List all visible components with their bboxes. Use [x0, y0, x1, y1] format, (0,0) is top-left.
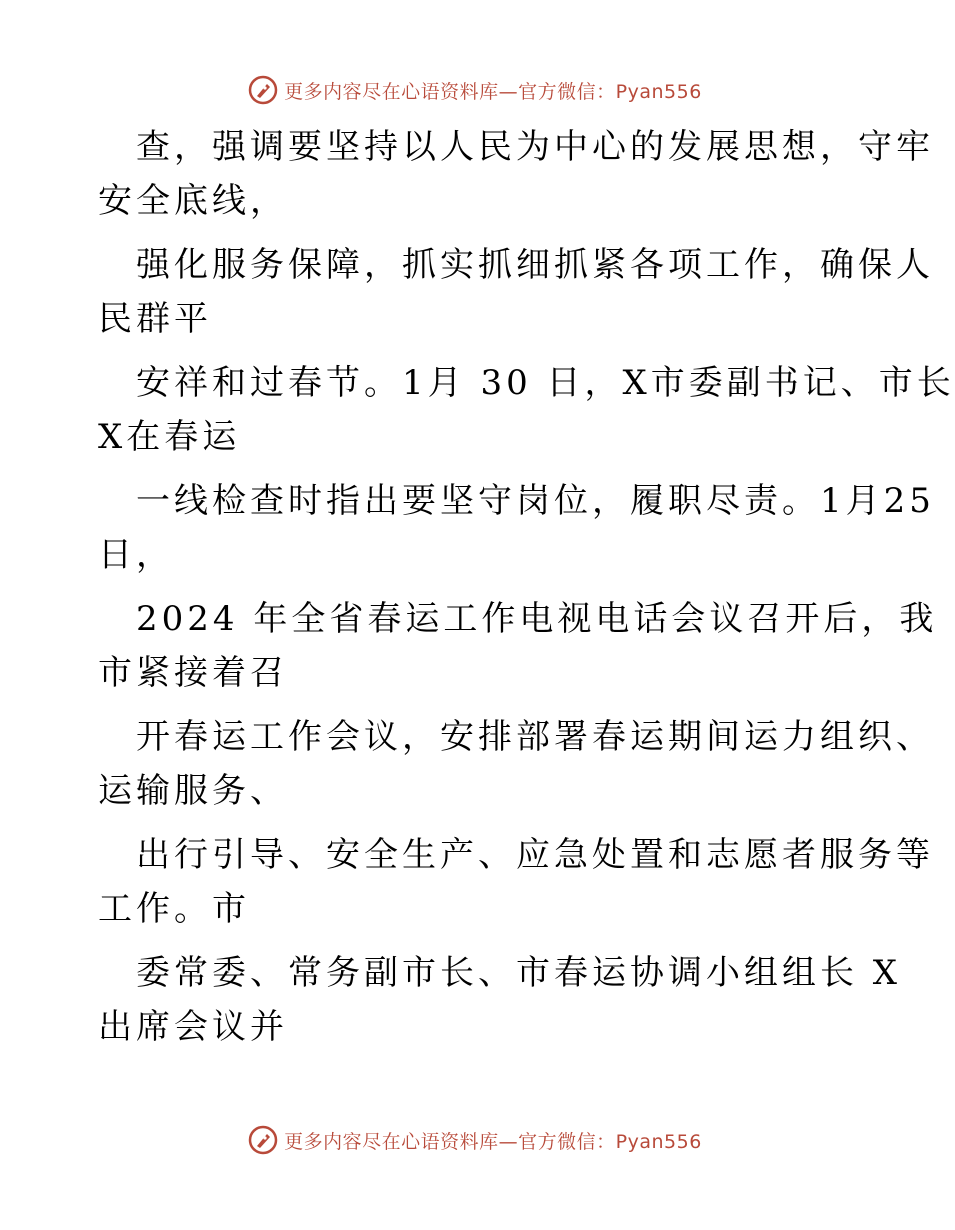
- text-line: 市紧接着召: [98, 653, 288, 693]
- text-line: 查，强调要坚持以人民为中心的发展思想，守牢: [136, 127, 934, 167]
- pen-nib-logo-icon: [248, 1125, 278, 1155]
- banner-text: 更多内容尽在心语资料库—官方微信：Pyan556: [284, 80, 702, 103]
- text-line: 运输服务、: [98, 771, 288, 811]
- text-line: 委常委、常务副市长、市春运协调小组组长 X: [136, 953, 902, 993]
- text-line: 民群平: [98, 299, 212, 339]
- text-line: 出席会议并: [98, 1007, 288, 1047]
- text-line: 安全底线，: [98, 181, 288, 221]
- text-line: 日，: [98, 535, 174, 575]
- banner-text: 更多内容尽在心语资料库—官方微信：Pyan556: [284, 1130, 702, 1153]
- text-line: 出行引导、安全生产、应急处置和志愿者服务等: [136, 835, 934, 875]
- footer-banner: [0, 1120, 950, 1160]
- header-banner: [0, 70, 950, 110]
- text-line: 安祥和过春节。1月 30 日，X市委副书记、市长: [136, 363, 955, 403]
- text-line: 工作。市: [98, 889, 250, 929]
- text-line: 强化服务保障，抓实抓细抓紧各项工作，确保人: [136, 245, 934, 285]
- document-body: [98, 120, 955, 1054]
- text-line: 2024 年全省春运工作电视电话会议召开后，我: [136, 599, 938, 639]
- text-line: 一线检查时指出要坚守岗位，履职尽责。1月25: [136, 481, 935, 521]
- text-line: 开春运工作会议，安排部署春运期间运力组织、: [136, 717, 934, 757]
- pen-nib-logo-icon: [248, 75, 278, 105]
- text-line: X在春运: [98, 417, 241, 457]
